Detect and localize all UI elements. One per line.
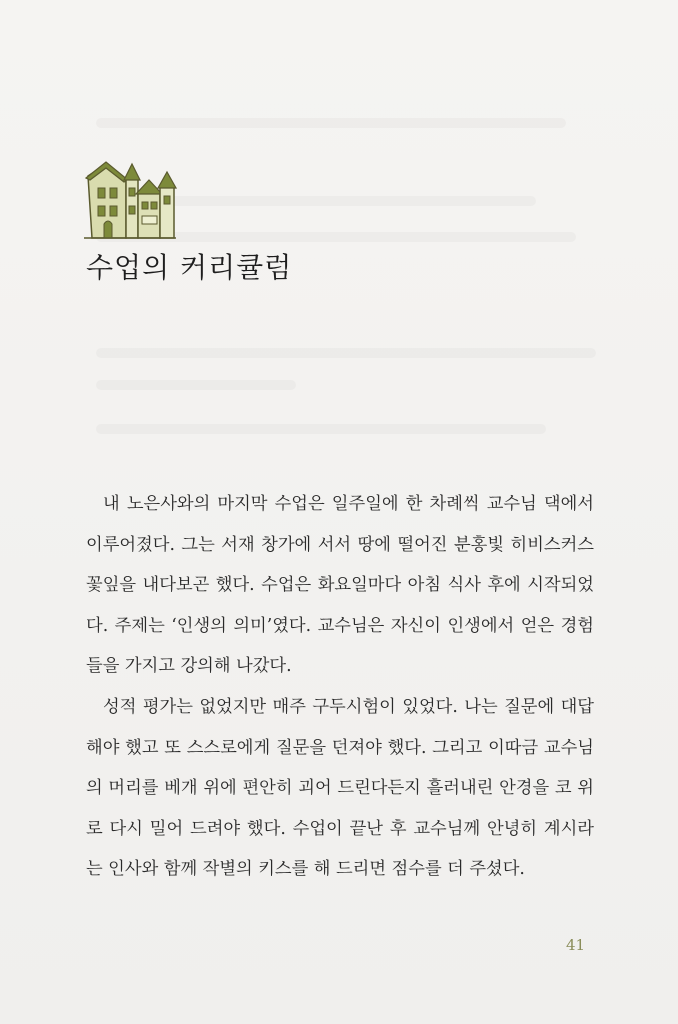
houses-illustration-icon [82, 158, 178, 242]
chapter-title: 수업의 커리큘럼 [86, 251, 293, 284]
show-through-line [96, 380, 296, 390]
paragraph-2: 성적 평가는 없었지만 매주 구두시험이 있었다. 나는 질문에 대답해야 했고 또 스스로에게 질문을 던져야 했다. 그리고 이따금 교수님의 머리를 베개 위에 편안히 괴어 드린다든지 흘러내린 안경을 코 위로 다시 밀어 드려야 했다. 수업이 끝난 후 교수님께 안녕히 계시라는 인사와 함께 작별의 키스를 해 드리면 점수를 더 주셨다. [86, 696, 594, 880]
body-text [86, 484, 594, 890]
show-through-line [96, 424, 546, 434]
show-through-line [96, 118, 566, 128]
page-number: 41 [566, 936, 586, 954]
show-through-line [96, 348, 596, 358]
paragraph-1: 내 노은사와의 마지막 수업은 일주일에 한 차례씩 교수님 댁에서 이루어졌다. 그는 서재 창가에 서서 땅에 떨어진 분홍빛 히비스커스 꽃잎을 내다보곤 했다. 수업은 화요일마다 아침 식사 후에 시작되었다. 주제는 ‘인생의 의미’였다. 교수님은 자신이 인생에서 얻은 경험들을 가지고 강의해 나갔다. [86, 494, 594, 677]
